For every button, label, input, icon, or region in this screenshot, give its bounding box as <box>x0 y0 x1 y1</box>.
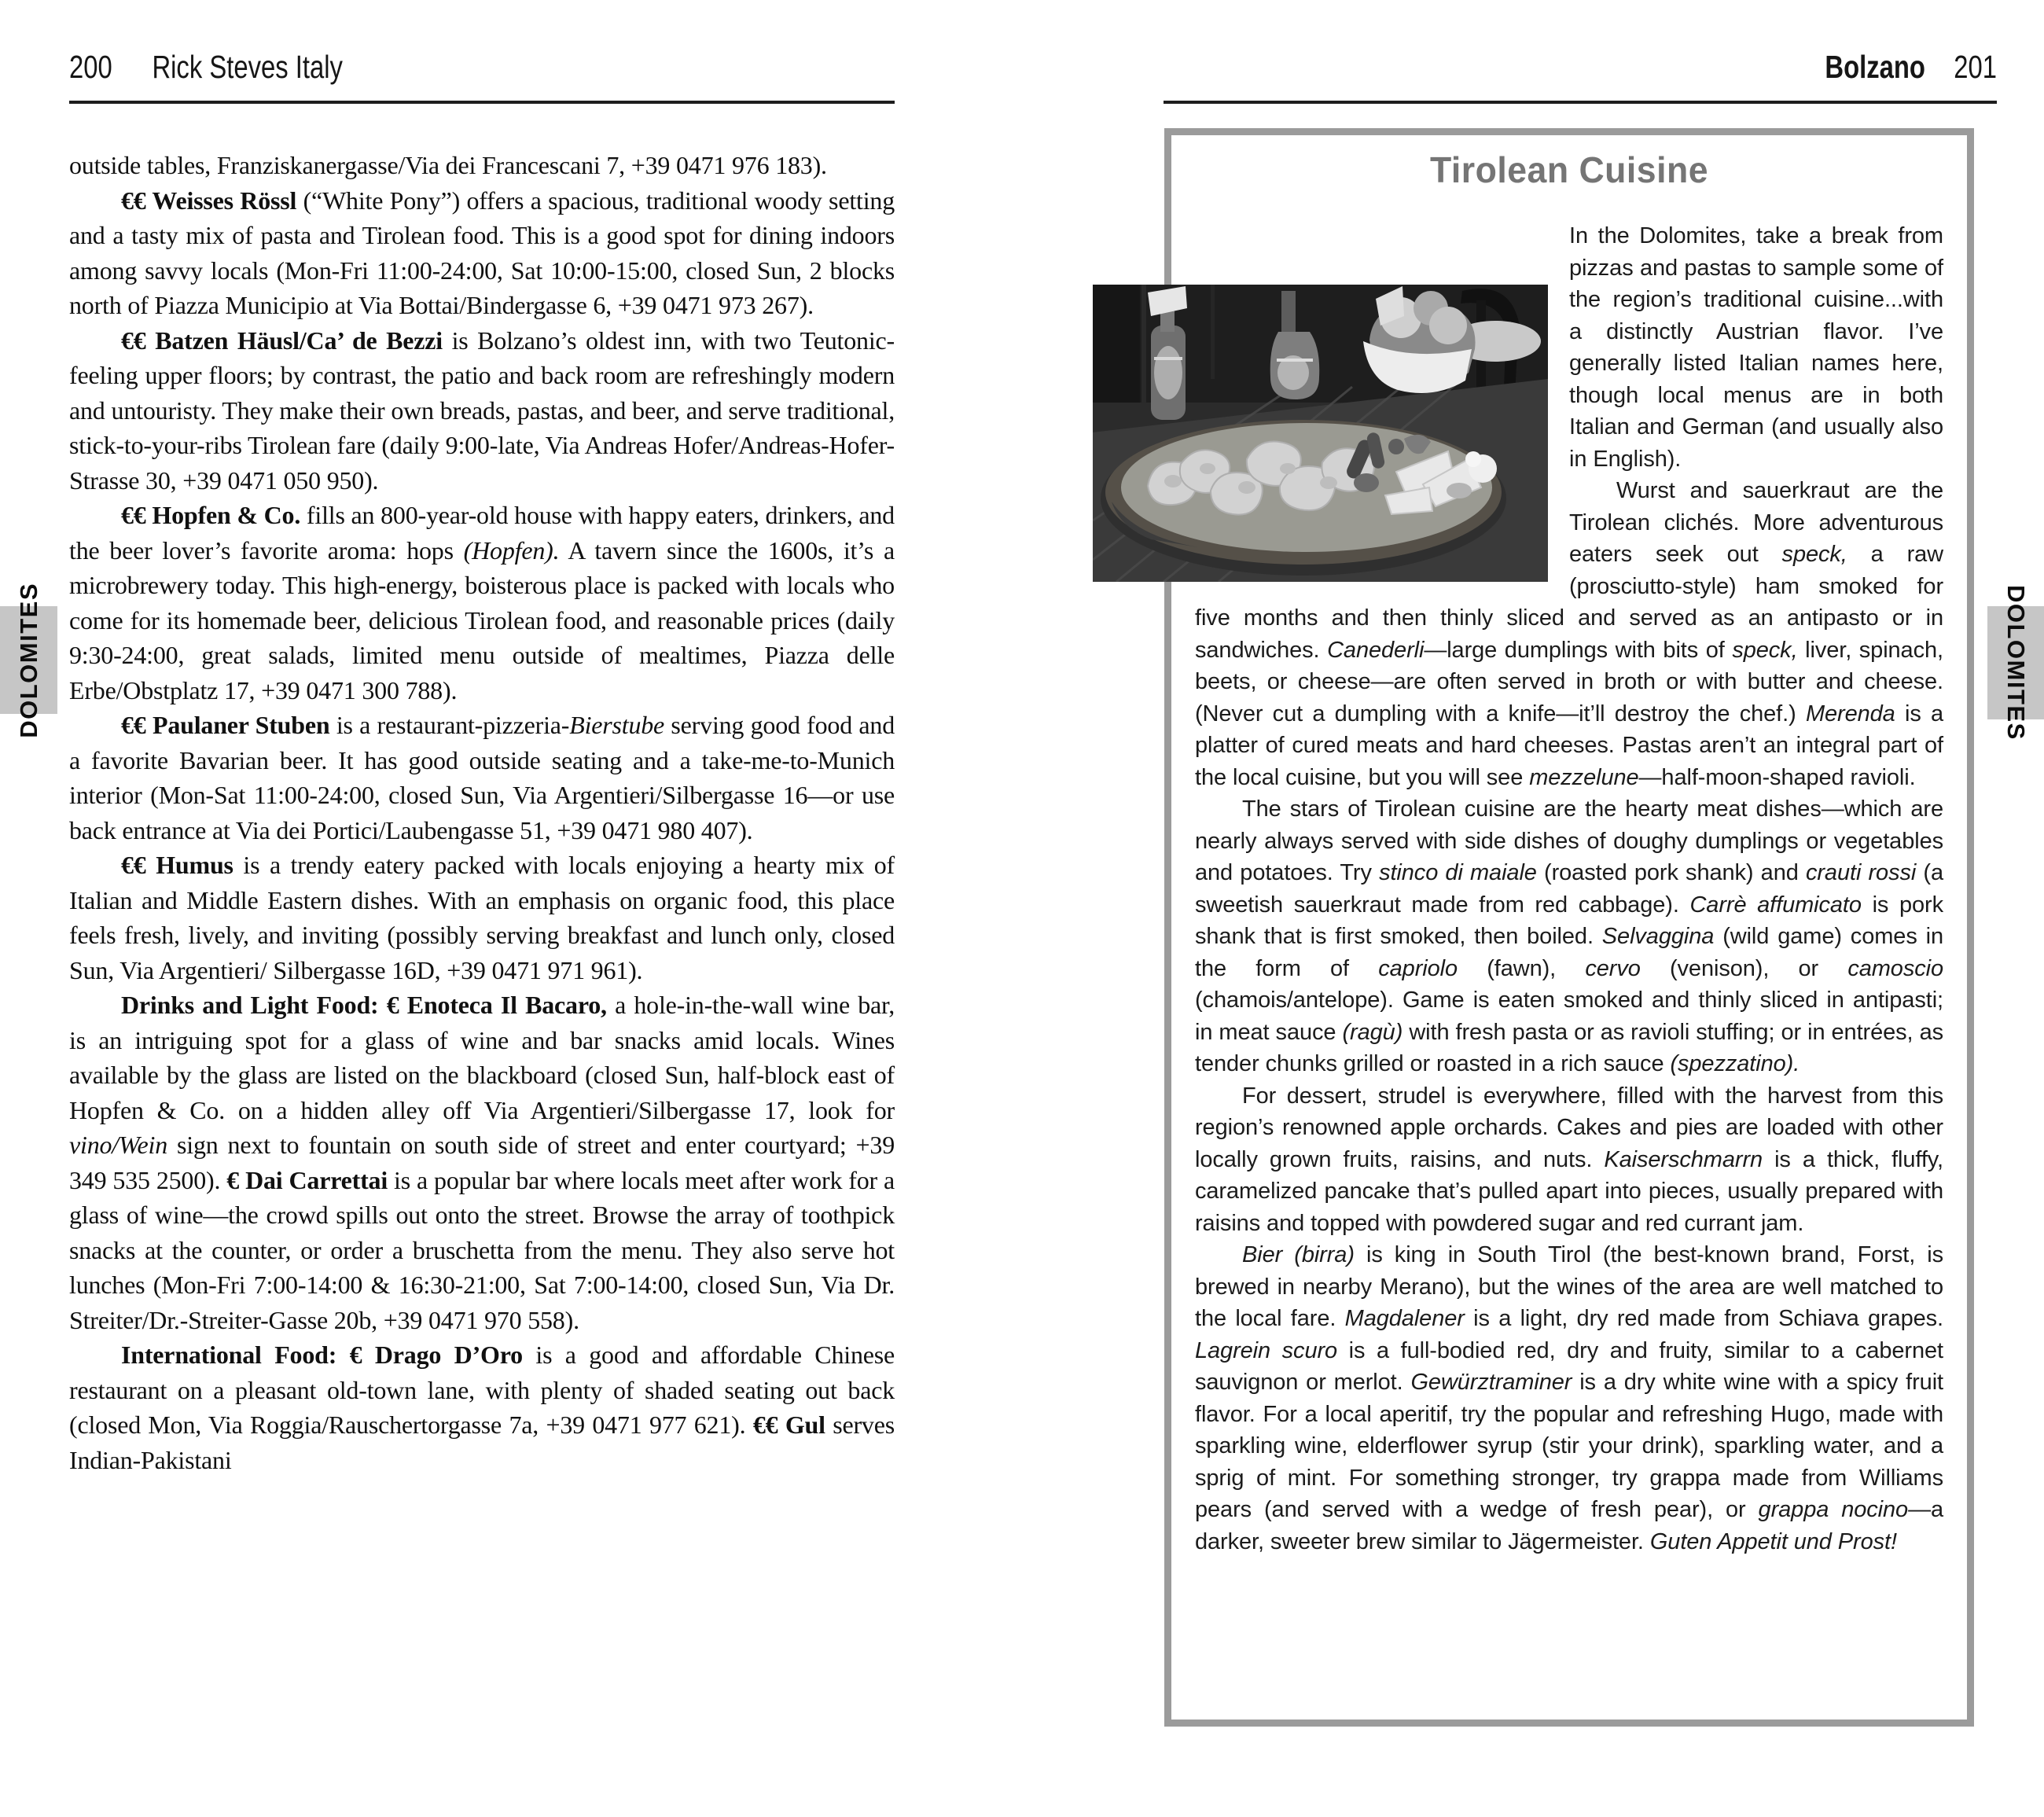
left-edge-tab-label: DOLOMITES <box>14 582 42 738</box>
left-header-rule <box>69 101 895 104</box>
paragraph: €€ Weisses Rössl (“White Pony”) offers a spacious, traditional woody setting and a tasty mix of pasta and Tirolean food. This is a good spot for dining indoors among savvy locals (Mon-Fri 11:00-24:00, Sat 10:00-15:00, closed Sun, 2 blocks north of Piazza Municipio at Via Bottai/Bindergasse 6, +39 0471 973 267). <box>69 186 895 319</box>
paragraph: Bier (birra) is king in South Tirol (the best-known brand, Forst, is brewed in nearby Merano), but the wines of the area are well matched to the local fare. Magdalener is a light, dry red made from Schiava grapes. Lagrein scuro is a full-bodied red, dry and fruity, similar to a cabernet sauvignon or merlot. Gewürztraminer is a dry white wine with a spicy fruit flavor. For a local aperitif, try the popular and refreshing Hugo, made with sparkling wine, elderflower syrup (stir your drink), sparkling water, and a sprig of mint. For something stronger, try grappa made from Williams pears (and served with a wedge of fresh pear), or grappa nocino—a darker, sweeter brew similar to Jägermeister. Guten Appetit und Prost! <box>1195 1242 1943 1554</box>
right-header-rule <box>1164 101 1997 104</box>
right-edge-tab <box>1987 585 2044 741</box>
sidebar-title: Tirolean Cuisine <box>1429 149 1709 190</box>
left-edge-tab <box>0 582 57 738</box>
paragraph: €€ Batzen Häusl/Ca’ de Bezzi is Bolzano’s oldest inn, with two Teutonic-feeling upper floors; by contrast, the patio and back room are refreshingly modern and untouristy. They make their own breads, pastas, and beer, and serve traditional, stick-to-your-ribs Tirolean fare (daily 9:00-late, Via Andreas Hofer/Andreas-Hofer-Strasse 30, +39 0471 050 950). <box>69 326 895 495</box>
paragraph: Wurst and sauerkraut are the Tirolean clichés. More adventurous eaters seek out speck, a raw (prosciutto-style) ham smoked for five months and then thinly sliced and served as an antipasto or in sandwiches. Canederli—large dumplings with bits of speck, liver, spinach, beets, or cheese—are often served in broth or with butter and cheese. (Never cut a dumpling with a knife—it’ll destroy the chef.) Merenda is a platter of cured meats and hard cheeses. Pastas aren’t an integral part of the local cuisine, but you will see mezzelune—half-moon-shaped ravioli. <box>1195 478 1944 790</box>
paragraph: €€ Humus is a trendy eatery packed with locals enjoying a hearty mix of Italian and Middle Eastern dishes. With an emphasis on organic food, this place feels fresh, lively, and inviting (possibly serving breakfast and lunch only, closed Sun, Via Argentieri/ Silbergasse 16D, +39 0471 971 961). <box>69 851 895 984</box>
speck-platter-photo <box>1093 285 1548 582</box>
left-page-text-column <box>69 148 895 1477</box>
left-page-header <box>69 49 730 93</box>
book-title: Rick Steves Italy <box>152 49 343 85</box>
paragraph: outside tables, Franziskanergasse/Via dei Francescani 7, +39 0471 976 183). <box>69 151 827 179</box>
paragraph: The stars of Tirolean cuisine are the hearty meat dishes—which are nearly always served with side dishes of doughy dumplings or vegetables and potatoes. Try stinco di maiale (roasted pork shank) and crauti rossi (a sweetish sauerkraut made from red cabbage). Carrè affumicato is pork shank that is first smoked, then boiled. Selvaggina (wild game) comes in the form of capriolo (fawn), cervo (venison), or camoscio (chamois/antelope). Game is eaten smoked and thinly sliced in antipasti; in meat sauce (ragù) with fresh pasta or as ravioli stuffing; or in entrées, as tender chunks grilled or roasted in a rich sauce (spezzatino). <box>1195 796 1944 1076</box>
paragraph: In the Dolomites, take a break from pizzas and pastas to sample some of the region’s traditional cuisine...with a distinctly Austrian flavor. I’ve generally listed Italian names here, though local menus are in both Italian and German (and usually also in English). <box>1569 223 1943 472</box>
paragraph: €€ Paulaner Stuben is a restaurant-pizzeria-Bierstube serving good food and a favorite Bavarian beer. It has good outside seating and a take-me-to-Munich interior (Mon-Sat 11:00-24:00, closed Sun, Via Argentieri/Silbergasse 16—or use back entrance at Via dei Portici/Laubengasse 51, +39 0471 980 407). <box>69 711 895 844</box>
right-page-number: 201 <box>1954 49 1997 85</box>
paragraph: International Food: € Drago D’Oro is a good and affordable Chinese restaurant on a pleasant old-town lane, with plenty of shaded seating out back (closed Mon, Via Roggia/Rauschertorgasse 7a, +39 0471 977 621). €€ Gul serves Indian-Pakistani <box>69 1341 895 1474</box>
section-title: Bolzano <box>1825 49 1925 85</box>
right-page-header <box>1330 49 1997 93</box>
left-page-number: 200 <box>69 49 112 85</box>
right-edge-tab-label: DOLOMITES <box>2002 585 2030 741</box>
paragraph: €€ Hopfen & Co. fills an 800-year-old house with happy eaters, drinkers, and the beer lover’s favorite aroma: hops (Hopfen). A tavern since the 1600s, it’s a microbrewery today. This high-energy, boisterous place is packed with locals who come for its homemade beer, delicious Tirolean food, and reasonable prices (daily 9:30-24:00, great salads, limited menu outside of mealtimes, Piazza delle Erbe/Obstplatz 17, +39 0471 300 788). <box>69 501 895 704</box>
paragraph: Drinks and Light Food: € Enoteca Il Bacaro, a hole-in-the-wall wine bar, is an intriguing spot for a glass of wine and bar snacks amid locals. Wines available by the glass are listed on the blackboard (closed Sun, half-block east of Hopfen & Co. on a hidden alley off Via Argentieri/Silbergasse 17, look for vino/Wein sign next to fountain on south side of street and enter courtyard; +39 349 535 2500). € Dai Carrettai is a popular bar where locals meet after work for a glass of wine—the crowd spills out onto the street. Browse the array of toothpick snacks at the counter, or order a bruschetta from the menu. They also serve hot lunches (Mon-Fri 7:00-14:00 & 16:30-21:00, Sat 7:00-14:00, closed Sun, Via Dr. Streiter/Dr.-Streiter-Gasse 20b, +39 0471 970 558). <box>69 991 895 1334</box>
paragraph: For dessert, strudel is everywhere, filled with the harvest from this region’s renowned apple orchards. Cakes and pies are loaded with other locally grown fruits, raisins, and nuts. Kaiserschmarrn is a thick, fluffy, caramelized pancake that’s pulled apart into pieces, usually prepared with raisins and topped with powdered sugar and red currant jam. <box>1195 1083 1944 1236</box>
